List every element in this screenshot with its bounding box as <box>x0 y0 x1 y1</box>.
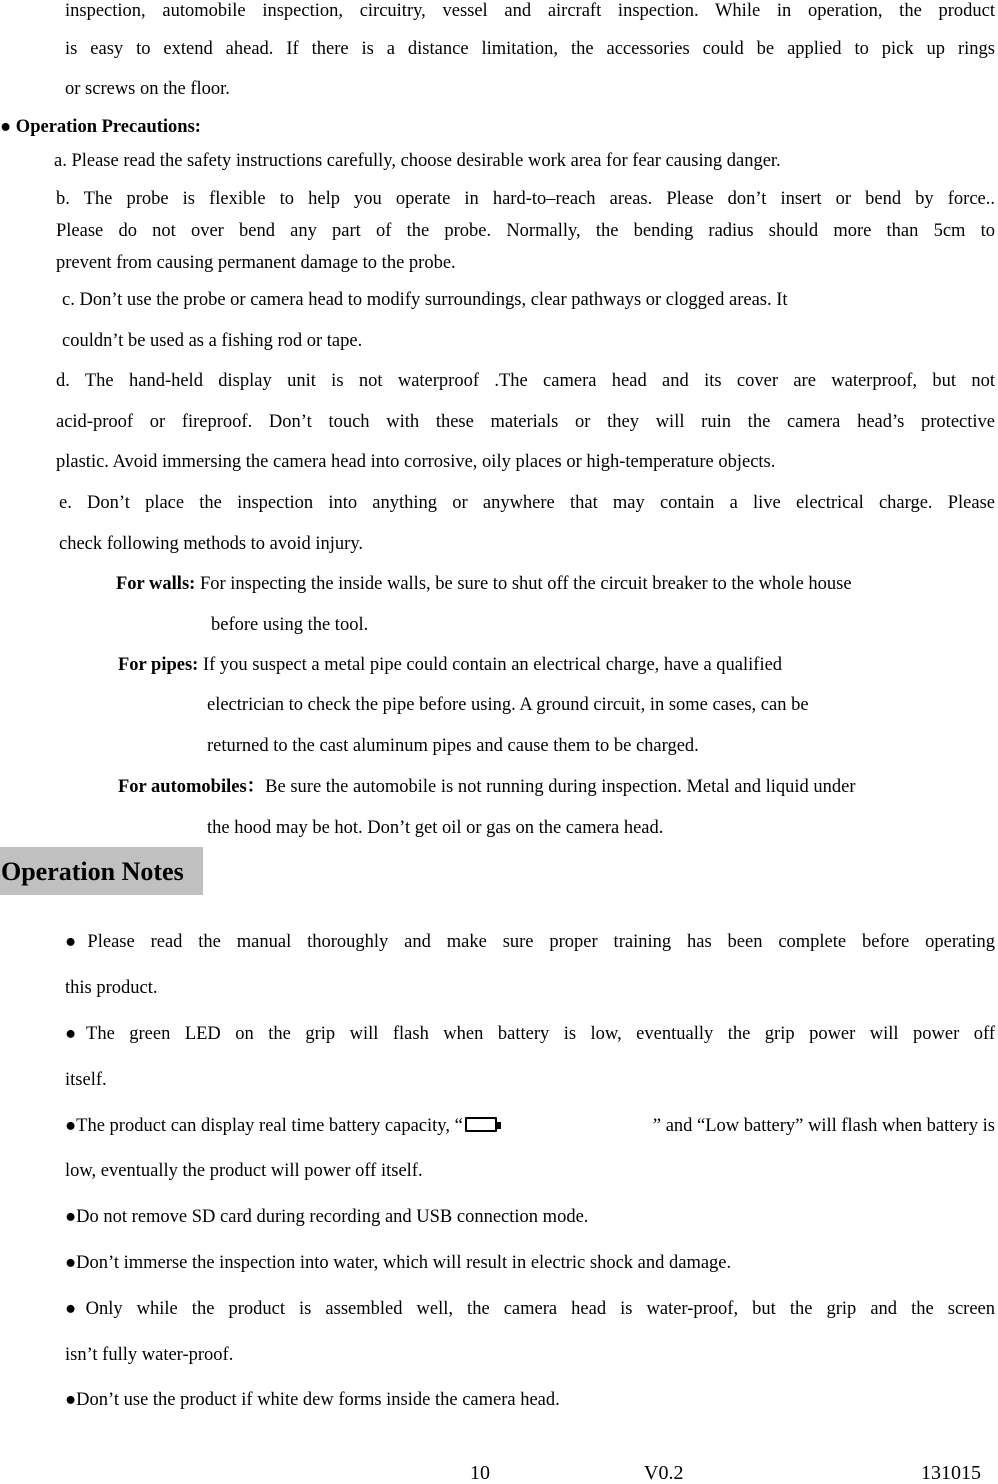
walls-line-2: before using the tool. <box>211 615 369 635</box>
walls-paragraph <box>116 573 852 595</box>
precaution-b-line-3: prevent from causing permanent damage to the probe. <box>56 253 456 273</box>
intro-line-3: or screws on the floor. <box>65 79 230 99</box>
precaution-e-line-1: e. Don’t place the inspection into anything or anywhere that may contain a live electrical charge. Please <box>59 493 995 513</box>
battery-icon <box>465 1117 497 1132</box>
precaution-c-line-2: couldn’t be used as a fishing rod or tape. <box>62 331 363 351</box>
precautions-heading: ● Operation Precautions: <box>0 117 201 137</box>
precaution-d-line-1: d. The hand-held display unit is not waterproof .The camera head and its cover are waterproof, but not <box>56 371 995 391</box>
precaution-a: a. Please read the safety instructions carefully, choose desirable work area for fear causing danger. <box>54 151 781 171</box>
footer-version: V0.2 <box>644 1462 684 1484</box>
pipes-paragraph <box>118 654 782 676</box>
note-3-line-1 <box>65 1115 995 1137</box>
note-4: ●Do not remove SD card during recording and USB connection mode. <box>65 1207 589 1227</box>
pipes-line-2: electrician to check the pipe before using. A ground circuit, in some cases, can be <box>207 695 809 715</box>
walls-label: For walls: <box>116 574 196 594</box>
note-3-post: ” and “Low battery” will flash when battery is <box>652 1116 995 1136</box>
note-2-line-2: itself. <box>65 1070 107 1090</box>
footer-page-number: 10 <box>470 1462 490 1484</box>
precaution-d-line-3: plastic. Avoid immersing the camera head into corrosive, oily places or high-temperature objects. <box>56 452 776 472</box>
footer-code: 131015 <box>921 1462 981 1484</box>
note-5: ●Don’t immerse the inspection into water, which will result in electric shock and damage. <box>65 1253 732 1273</box>
automobiles-paragraph <box>118 776 856 798</box>
walls-line-1: For inspecting the inside walls, be sure to shut off the circuit breaker to the whole house <box>199 574 852 594</box>
pipes-line-3: returned to the cast aluminum pipes and cause them to be charged. <box>207 736 699 756</box>
automobiles-line-1: Be sure the automobile is not running during inspection. Metal and liquid under <box>265 777 856 797</box>
note-1-line-2: this product. <box>65 978 158 998</box>
automobiles-label: For automobiles： <box>118 777 266 797</box>
intro-line-1: inspection, automobile inspection, circuitry, vessel and aircraft inspection. While in operation, the product <box>65 1 995 21</box>
precaution-d-line-2: acid-proof or fireproof. Don’t touch with these materials or they will ruin the camera head’s protective <box>56 412 995 432</box>
automobiles-line-2: the hood may be hot. Don’t get oil or gas on the camera head. <box>207 818 664 838</box>
operation-notes-header <box>0 847 203 895</box>
operation-notes-title: Operation Notes <box>1 857 184 886</box>
precaution-b-line-1: b. The probe is flexible to help you operate in hard-to–reach areas. Please don’t insert or bend by force.. <box>56 189 995 209</box>
pipes-line-1: If you suspect a metal pipe could contain an electrical charge, have a qualified <box>202 655 783 675</box>
note-3-pre: ●The product can display real time battery capacity, “ <box>65 1115 499 1137</box>
precaution-b-line-2: Please do not over bend any part of the probe. Normally, the bending radius should more than 5cm to <box>56 221 995 241</box>
precaution-c-line-1: c. Don’t use the probe or camera head to modify surroundings, clear pathways or clogged areas. It <box>62 290 788 310</box>
note-6-line-2: isn’t fully water-proof. <box>65 1345 234 1365</box>
note-3-line-2: low, eventually the product will power off itself. <box>65 1161 423 1181</box>
pipes-label: For pipes: <box>118 655 199 675</box>
note-2-line-1: ●The green LED on the grip will flash when battery is low, eventually the grip power will power off <box>65 1024 995 1044</box>
note-6-line-1: ●Only while the product is assembled well, the camera head is water-proof, but the grip and the screen <box>65 1299 995 1319</box>
precaution-e-line-2: check following methods to avoid injury. <box>59 534 363 554</box>
intro-line-2: is easy to extend ahead. If there is a distance limitation, the accessories could be applied to pick up rings <box>65 39 995 59</box>
note-1-line-1: ●Please read the manual thoroughly and make sure proper training has been complete before operating <box>65 932 995 952</box>
note-7: ●Don’t use the product if white dew forms inside the camera head. <box>65 1390 560 1410</box>
